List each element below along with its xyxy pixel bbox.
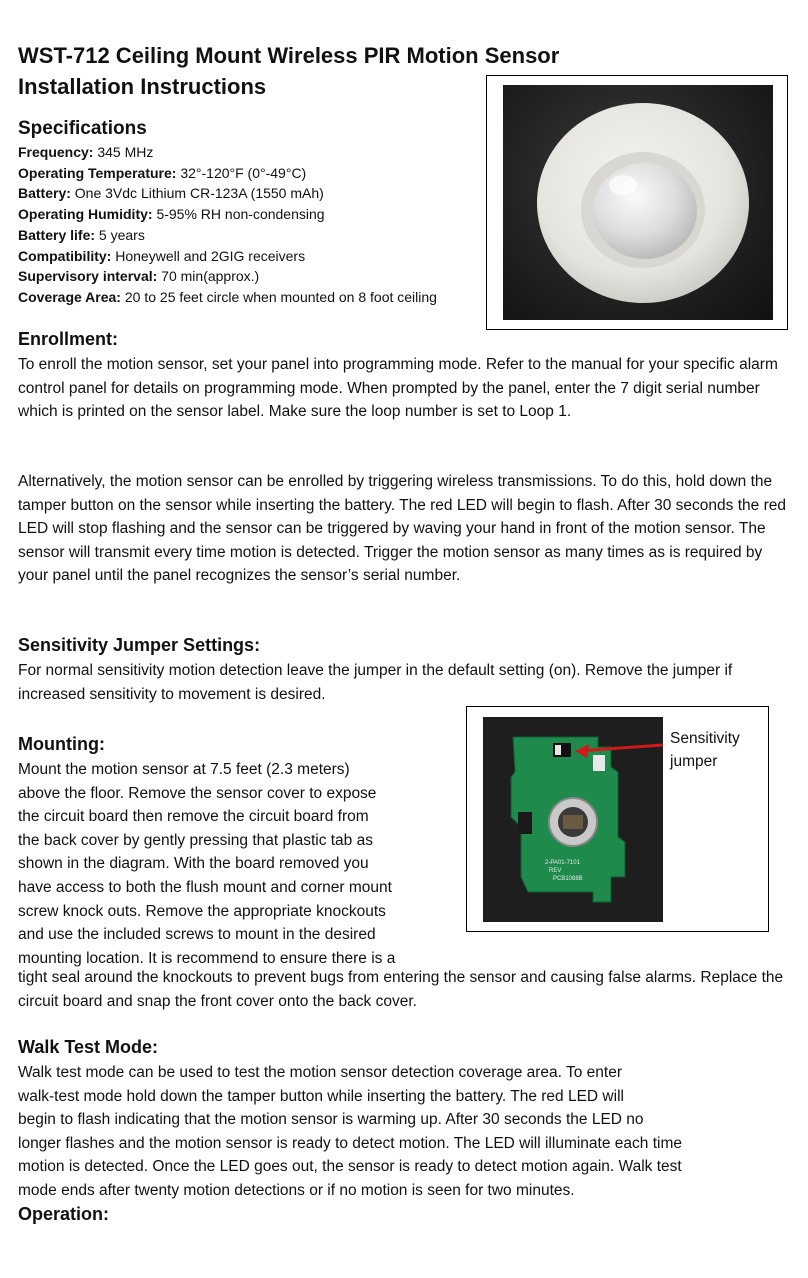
pcb-board-id: 2-PA01-7101 bbox=[545, 860, 580, 866]
spec-frequency: Frequency: 345 MHz bbox=[18, 144, 154, 160]
mounting-wrapped-lines bbox=[18, 758, 458, 970]
specifications-heading: Specifications bbox=[18, 118, 147, 139]
spec-coverage-area: Coverage Area: 20 to 25 feet circle when mounted on 8 foot ceiling bbox=[18, 288, 437, 305]
spec-compatibility: Compatibility: Honeywell and 2GIG receivers bbox=[18, 247, 306, 264]
sensor-photo bbox=[503, 85, 773, 320]
mounting-line: screw knock outs. Remove the appropriate knockouts bbox=[18, 902, 386, 920]
mounting-line: have access to both the flush mount and corner mount bbox=[18, 878, 392, 896]
sensitivity-jumper-callout bbox=[670, 727, 740, 773]
document-title bbox=[18, 40, 559, 102]
mounting-line: and use the included screws to mount in the desired bbox=[18, 926, 376, 944]
mounting-paragraph-rest: tight seal around the knockouts to prevent bugs from entering the sensor and causing false alarms. Replace the circuit board and snap the front cover onto the back cover. bbox=[18, 969, 784, 1010]
spec-supervisory-interval: Supervisory interval: 70 min(approx.) bbox=[18, 268, 260, 285]
walk-test-line: longer flashes and the motion sensor is ready to detect motion. The LED will illuminate each time bbox=[18, 1134, 682, 1152]
mounting-line: the circuit board then remove the circuit board from bbox=[18, 808, 369, 826]
spec-battery-life: Battery life: 5 years bbox=[18, 226, 145, 243]
lens-highlight bbox=[609, 175, 637, 195]
battery-contact bbox=[518, 812, 532, 834]
specifications-list bbox=[18, 142, 437, 308]
mounting-line: the back cover by gently pressing that plastic tab as bbox=[18, 831, 373, 849]
mounting-line: shown in the diagram. With the board removed you bbox=[18, 855, 369, 873]
pir-element bbox=[563, 815, 583, 829]
sensor-lens bbox=[593, 163, 697, 259]
walk-test-heading: Walk Test Mode: bbox=[18, 1037, 159, 1057]
mounting-line: above the floor. Remove the sensor cover to expose bbox=[18, 784, 377, 802]
sensitivity-paragraph: For normal sensitivity motion detection leave the jumper in the default setting (on). Remove the jumper if increased sensitivity to movement is desired. bbox=[18, 662, 733, 703]
walk-test-line: mode ends after twenty motion detections or if no motion is seen for two minutes. bbox=[18, 1181, 575, 1199]
spec-operating-humidity: Operating Humidity: 5-95% RH non-condensing bbox=[18, 206, 325, 223]
walk-test-line: motion is detected. Once the LED goes out, the sensor is ready to detect motion again. Walk test bbox=[18, 1158, 682, 1176]
callout-line-1: Sensitivity bbox=[670, 730, 740, 747]
mounting-line: mounting location. It is recommend to ensure there is a bbox=[18, 949, 396, 967]
enrollment-paragraph-2: Alternatively, the motion sensor can be enrolled by triggering wireless transmissions. To do this, hold down the tamper button on the sensor while inserting the battery. The red LED will begin to flash. After 30 seconds the red LED will stop flashing and the sensor can be triggered by waving your hand in front of the motion sensor. The sensor will transmit every time motion is detected. Trigger the motion sensor as many times as is required by your panel until the panel recognizes the sensor’s serial number. bbox=[18, 473, 786, 585]
title-line-2: Installation Instructions bbox=[18, 74, 267, 99]
pcb-code: PCB1088B bbox=[553, 876, 583, 882]
walk-test-paragraph bbox=[18, 1061, 798, 1203]
jumper-pin bbox=[555, 745, 561, 755]
enrollment-heading: Enrollment: bbox=[18, 329, 119, 349]
led-component bbox=[593, 755, 605, 771]
walk-test-line: Walk test mode can be used to test the motion sensor detection coverage area. To enter bbox=[18, 1064, 622, 1081]
sensor-photo-frame bbox=[486, 75, 788, 330]
spec-battery: Battery: One 3Vdc Lithium CR-123A (1550 mAh) bbox=[18, 185, 324, 202]
mounting-line: Mount the motion sensor at 7.5 feet (2.3 meters) bbox=[18, 761, 350, 778]
walk-test-line: begin to flash indicating that the motion sensor is warming up. After 30 seconds the LED no bbox=[18, 1111, 644, 1129]
pcb-photo-frame bbox=[466, 706, 769, 932]
spec-operating-temperature: Operating Temperature: 32°-120°F (0°-49°C) bbox=[18, 164, 307, 181]
title-line-1: WST-712 Ceiling Mount Wireless PIR Motion Sensor bbox=[18, 43, 560, 68]
pcb-rev-label: REV bbox=[549, 868, 562, 874]
operation-heading: Operation: bbox=[18, 1204, 110, 1224]
enrollment-paragraph-1: To enroll the motion sensor, set your panel into programming mode. Refer to the manual for your specific alarm control panel for details on programming mode. When prompted by the panel, enter the 7 digit serial number which is printed on the sensor label. Make sure the loop number is set to Loop 1. bbox=[18, 356, 778, 421]
pcb-photo bbox=[483, 717, 663, 922]
motion-sensor-image bbox=[503, 85, 773, 320]
walk-test-line: walk-test mode hold down the tamper button while inserting the battery. The red LED will bbox=[18, 1087, 624, 1105]
circuit-board-image bbox=[483, 717, 663, 922]
mounting-heading: Mounting: bbox=[18, 734, 105, 754]
sensitivity-heading: Sensitivity Jumper Settings: bbox=[18, 635, 261, 655]
callout-line-2: jumper bbox=[670, 753, 718, 770]
